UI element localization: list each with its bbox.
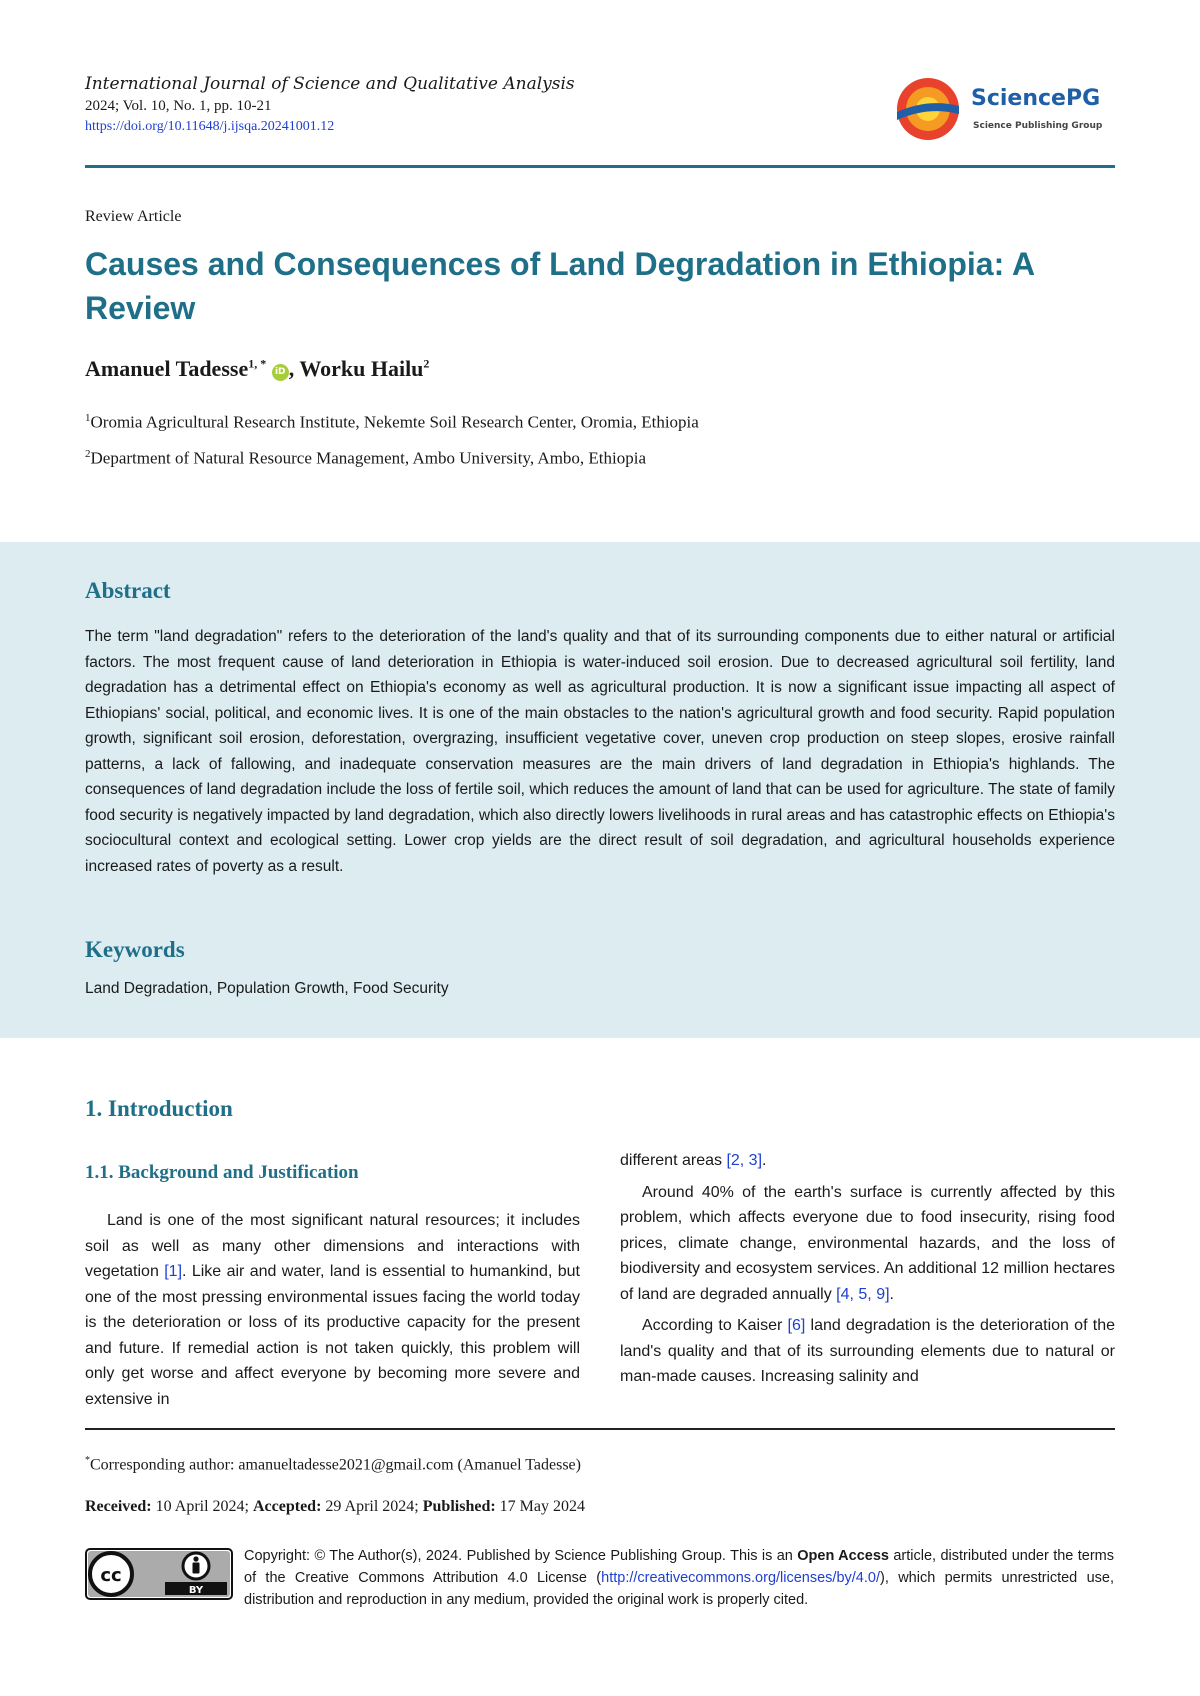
cc-label: cc bbox=[100, 1565, 122, 1586]
creative-commons-by-icon bbox=[85, 1548, 233, 1600]
article-type: Review Article bbox=[85, 208, 182, 225]
affiliation bbox=[85, 448, 646, 469]
footnote-divider bbox=[85, 1428, 1115, 1430]
body-text: . bbox=[889, 1285, 894, 1303]
published-label: Published: bbox=[422, 1498, 496, 1515]
license-link[interactable]: http://creativecommons.org/licenses/by/4.0/ bbox=[601, 1570, 880, 1586]
copyright-text: ), which permits unrestricted use, distribution and reproduction in any medium, provided the original work is properly cited. bbox=[244, 1570, 1114, 1608]
subsection-heading: 1.1. Background and Justification bbox=[85, 1162, 359, 1183]
copyright-text: article, distributed under the terms of the Creative Commons Attribution 4.0 License ( bbox=[244, 1548, 1114, 1586]
body-paragraph bbox=[620, 1180, 1115, 1308]
body-text: Around 40% of the earth's surface is currently affected by this problem, which affects everyone due to food insecurity, rising food prices, climate change, environmental hazards, and the loss of biodiversity and ecosystem services. An additional 12 million hectares of land are degraded annually bbox=[620, 1183, 1115, 1303]
abstract-heading: Abstract bbox=[85, 578, 171, 603]
affiliation-number: 2 bbox=[85, 448, 91, 460]
article-dates bbox=[85, 1498, 585, 1516]
body-text: According to Kaiser bbox=[642, 1317, 788, 1334]
citation-link[interactable]: [6] bbox=[787, 1317, 806, 1334]
accepted-date: 29 April 2024; bbox=[321, 1498, 423, 1515]
by-label: BY bbox=[188, 1585, 204, 1596]
published-date: 17 May 2024 bbox=[495, 1498, 585, 1515]
copyright-notice bbox=[244, 1545, 1114, 1611]
author-name: Amanuel Tadesse bbox=[85, 356, 249, 381]
body-text: . Like air and water, land is essential to humankind, but one of the most pressing environmental issues facing the world today is the deterioration or loss of its productive capacity for the present and future. If remedial action is not taken quickly, this problem will only get worse and affect everyone by becoming more severe and extensive in bbox=[85, 1263, 581, 1408]
affiliation bbox=[85, 412, 699, 433]
volume-info: 2024; Vol. 10, No. 1, pp. 10-21 bbox=[85, 98, 272, 114]
received-date: 10 April 2024; bbox=[151, 1498, 253, 1515]
keywords-text: Land Degradation, Population Growth, Food Security bbox=[85, 980, 449, 997]
journal-name: International Journal of Science and Qualitative Analysis bbox=[85, 74, 575, 94]
affiliation-number: 1 bbox=[85, 412, 91, 424]
keywords-heading: Keywords bbox=[85, 937, 185, 962]
affiliation-text: Department of Natural Resource Management, Ambo University, Ambo, Ethiopia bbox=[90, 448, 647, 468]
publisher-logo bbox=[895, 76, 1125, 146]
affiliation-text: Oromia Agricultural Research Institute, Nekemte Soil Research Center, Oromia, Ethiopia bbox=[90, 412, 699, 432]
logo-subtitle: Science Publishing Group bbox=[973, 121, 1103, 131]
body-paragraph bbox=[620, 1148, 1115, 1174]
body-text: . bbox=[762, 1152, 767, 1169]
author-affiliation-mark: 2 bbox=[423, 356, 430, 371]
author-name: , Worku Hailu bbox=[288, 356, 424, 381]
article-title: Causes and Consequences of Land Degradation in Ethiopia: A Review bbox=[85, 246, 1034, 326]
citation-link[interactable]: [1] bbox=[164, 1263, 183, 1280]
body-text: Land is one of the most significant natural resources; it includes soil as well as many other dimensions and interactions with vegetation bbox=[85, 1212, 580, 1280]
journal-header bbox=[85, 74, 575, 135]
section-heading: 1. Introduction bbox=[85, 1096, 233, 1121]
accepted-label: Accepted: bbox=[252, 1498, 322, 1515]
body-text: land degradation is the deterioration of the land's quality and that of its surrounding elements due to natural or man-made causes. Increasing salinity and bbox=[620, 1317, 1115, 1385]
sciencepg-logo-icon bbox=[895, 76, 961, 142]
doi-link[interactable]: https://doi.org/10.11648/j.ijsqa.20241001.12 bbox=[85, 119, 335, 134]
citation-link[interactable]: [4, 5, 9] bbox=[836, 1285, 890, 1303]
header-divider bbox=[85, 165, 1115, 168]
footnote-mark: * bbox=[85, 1455, 90, 1466]
abstract-text: The term "land degradation" refers to the deterioration of the land's quality and that of its surrounding components due to either natural or artificial factors. The most frequent cause of land deterioration in Ethiopia is water-induced soil erosion. Due to decreased agricultural soil fertility, land degradation has a detrimental effect on Ethiopia's economy as well as agricultural production. It is now a significant issue impacting all aspect of Ethiopians' social, political, and economic lives. It is one of the main obstacles to the nation's agricultural growth and food security. Rapid population growth, significant soil erosion, deforestation, overgrazing, insufficient vegetative cover, uneven crop production on steep slopes, erosive rainfall patterns, a lack of fallowing, and inadequate conservation measures are the main drivers of land degradation in Ethiopia's highlands. The consequences of land degradation include the loss of fertile soil, which reduces the amount of land that can be used for agriculture. The state of family food security is negatively impacted by land degradation, which also directly lowers livelihoods in rural areas and has catastrophic effects on Ethiopia's sociocultural context and ecological setting. Lower crop yields are the direct result of soil degradation, and agricultural households experience increased rates of poverty as a result. bbox=[85, 628, 1115, 875]
corresponding-text: Corresponding author: amanueltadesse2021@gmail.com (Amanuel Tadesse) bbox=[90, 1456, 581, 1474]
body-column-right bbox=[620, 1148, 1115, 1390]
citation-link[interactable]: [2, 3] bbox=[726, 1152, 763, 1169]
logo-name: SciencePG bbox=[971, 86, 1101, 111]
body-paragraph bbox=[620, 1313, 1115, 1390]
corresponding-author bbox=[85, 1455, 581, 1474]
orcid-icon[interactable]: iD bbox=[272, 364, 289, 381]
author-affiliation-mark: 1, * bbox=[248, 356, 267, 371]
received-label: Received: bbox=[85, 1498, 152, 1515]
body-column-left bbox=[85, 1208, 580, 1412]
body-paragraph bbox=[85, 1208, 580, 1412]
author-list bbox=[85, 356, 429, 382]
body-text: different areas bbox=[620, 1152, 727, 1169]
copyright-text: Copyright: © The Author(s), 2024. Published by Science Publishing Group. This is an bbox=[244, 1548, 798, 1564]
open-access-label: Open Access bbox=[797, 1548, 889, 1564]
